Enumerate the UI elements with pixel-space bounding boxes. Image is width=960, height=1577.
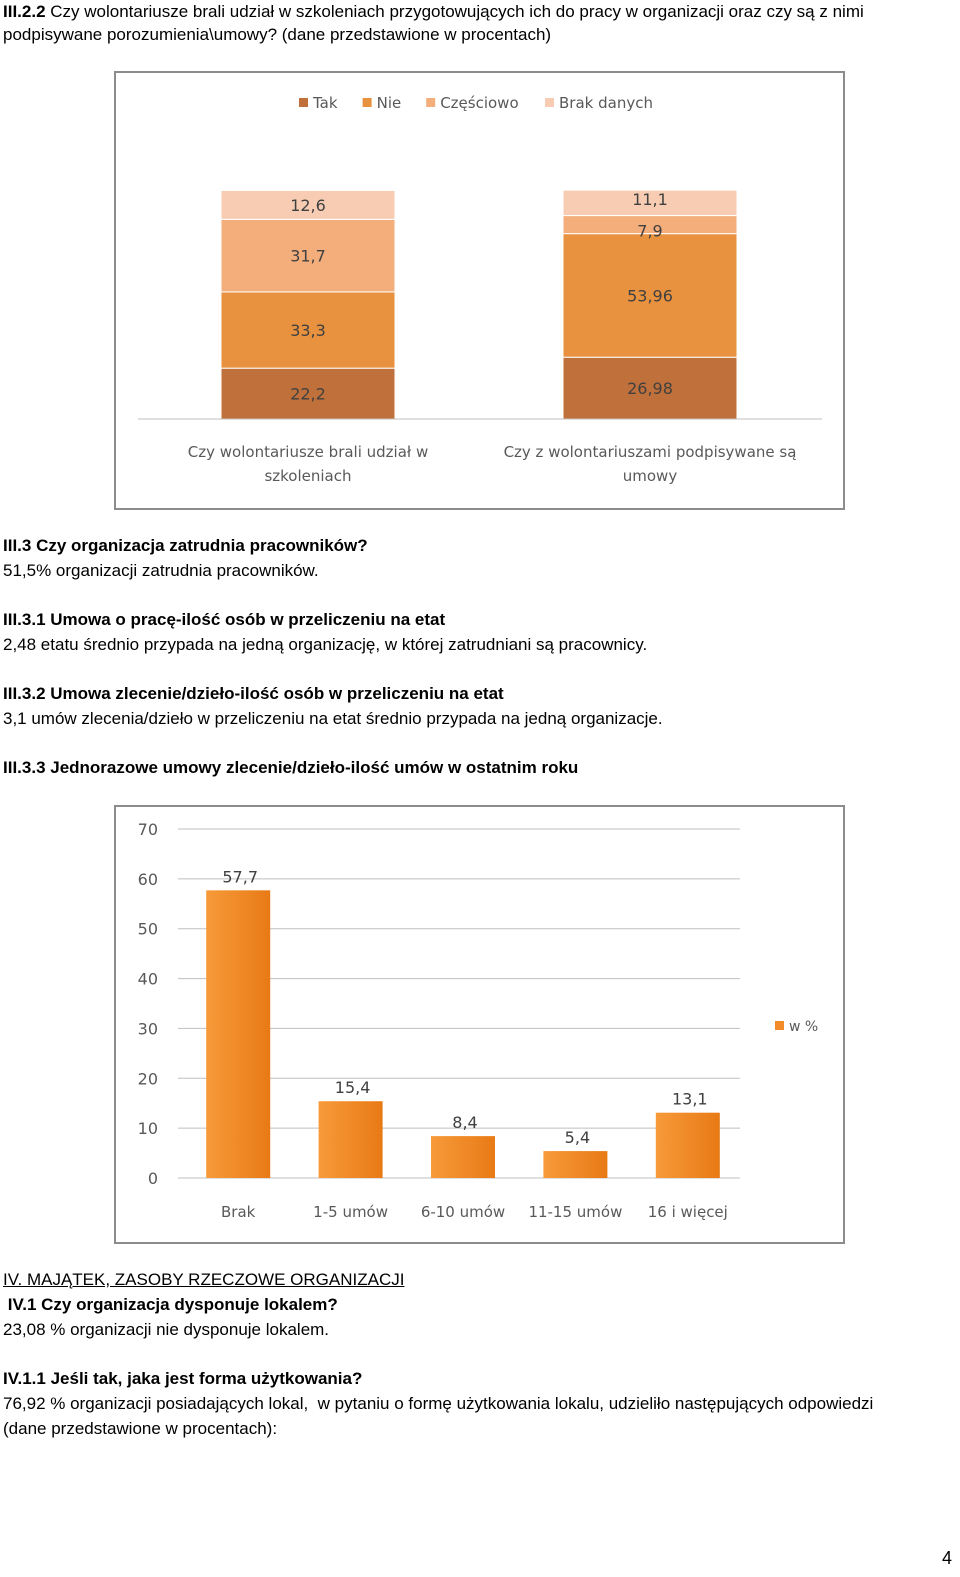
data-label: 7,9 (637, 221, 663, 241)
chart2-legend (775, 1019, 818, 1035)
legend-label-2: Nie (376, 94, 402, 112)
text-iii-3: 51,5% organizacji zatrudnia pracowników. (3, 561, 319, 580)
legend-swatch-3 (426, 98, 435, 107)
heading-iii-3-1: III.3.1 Umowa o pracę-ilość osób w przeliczeniu na etat (3, 610, 446, 629)
data-label: 33,3 (290, 321, 326, 341)
volunteer-training-chart-svg (116, 73, 843, 508)
text-iv-1-1-line2: (dane przedstawione w procentach): (3, 1419, 278, 1438)
y-tick-label: 50 (137, 919, 158, 939)
data-label: 22,2 (290, 384, 326, 404)
category-label: Czy wolontariusze brali udział w (187, 443, 429, 461)
data-label: 8,4 (452, 1113, 478, 1133)
text-iv-1: 23,08 % organizacji nie dysponuje lokalem. (3, 1320, 330, 1339)
text-iii-3-1: 2,48 etatu średnio przypada na jedną organizację, w której zatrudniani są pracownicy. (3, 635, 648, 654)
heading-iii-2-2-text: Czy wolontariusze brali udział w szkoleniach przygotowujących ich do pracy w organizacji oraz czy są z nimi (45, 2, 864, 21)
y-tick-label: 30 (137, 1019, 158, 1039)
bar (656, 1113, 720, 1178)
heading-iv-1: IV.1 Czy organizacja dysponuje lokalem? (3, 1295, 338, 1314)
heading-iv-1-1: IV.1.1 Jeśli tak, jaka jest forma użytkowania? (3, 1369, 363, 1388)
legend-label-4: Brak danych (559, 94, 653, 112)
legend-swatch-2 (363, 98, 372, 107)
category-label: szkoleniach (264, 467, 352, 485)
y-tick-label: 40 (137, 969, 158, 989)
category-label: Brak (221, 1203, 256, 1221)
heading-iii-2-2-line1 (3, 0, 864, 24)
legend-swatch-4 (545, 98, 554, 107)
y-tick-label: 60 (137, 869, 158, 889)
heading-iii-3-3: III.3.3 Jednorazowe umowy zlecenie/dzieło-ilość umów w ostatnim roku (3, 758, 579, 777)
one-time-contracts-chart (114, 805, 845, 1244)
data-label: 11,1 (632, 189, 668, 209)
data-label: 5,4 (564, 1128, 591, 1148)
data-label: 15,4 (334, 1078, 371, 1098)
bar (206, 890, 270, 1178)
heading-iii-3-2: III.3.2 Umowa zlecenie/dzieło-ilość osób w przeliczeniu na etat (3, 684, 504, 703)
category-label: Czy z wolontariuszami podpisywane są (503, 443, 797, 461)
chart1-legend (299, 94, 653, 112)
category-label: 11-15 umów (528, 1203, 623, 1221)
heading-iv: IV. MAJĄTEK, ZASOBY RZECZOWE ORGANIZACJI (3, 1270, 405, 1289)
y-tick-label: 0 (147, 1169, 158, 1188)
bar (319, 1101, 383, 1178)
category-label: 16 i więcej (647, 1203, 728, 1221)
y-tick-label: 70 (137, 820, 158, 839)
page-number: 4 (941, 1548, 952, 1568)
legend-label-3: Częściowo (440, 94, 519, 112)
y-tick-label: 20 (137, 1069, 158, 1089)
one-time-contracts-chart-svg (116, 807, 843, 1242)
bar (543, 1151, 607, 1178)
data-label: 13,1 (671, 1089, 708, 1109)
legend-swatch-1 (299, 98, 308, 107)
text-iv-1-1-line1: 76,92 % organizacji posiadających lokal, w pytaniu o formę użytkowania lokalu, udzieliło następujących odpowiedzi (3, 1394, 874, 1413)
heading-iii-3: III.3 Czy organizacja zatrudnia pracowników? (3, 536, 368, 555)
data-label: 26,98 (627, 379, 673, 399)
legend-label-1: Tak (313, 94, 338, 112)
data-label: 57,7 (222, 867, 259, 887)
category-label: 1-5 umów (313, 1203, 389, 1221)
category-label: 6-10 umów (420, 1203, 506, 1221)
volunteer-training-chart (114, 71, 845, 510)
bar (431, 1136, 495, 1178)
heading-iii-2-2-number: III.2.2 (3, 2, 46, 21)
text-iii-3-2: 3,1 umów zlecenia/dzieło w przeliczeniu na etat średnio przypada na jedną organizacje. (3, 709, 663, 728)
heading-iii-2-2-line2: podpisywane porozumienia\umowy? (dane przedstawione w procentach) (3, 25, 552, 44)
data-label: 12,6 (290, 195, 326, 215)
data-label: 31,7 (290, 246, 326, 266)
data-label: 53,96 (627, 286, 673, 306)
category-label: umowy (622, 467, 678, 485)
legend-label: w % (789, 1019, 819, 1035)
legend-swatch (775, 1021, 784, 1030)
y-tick-label: 10 (137, 1119, 158, 1139)
